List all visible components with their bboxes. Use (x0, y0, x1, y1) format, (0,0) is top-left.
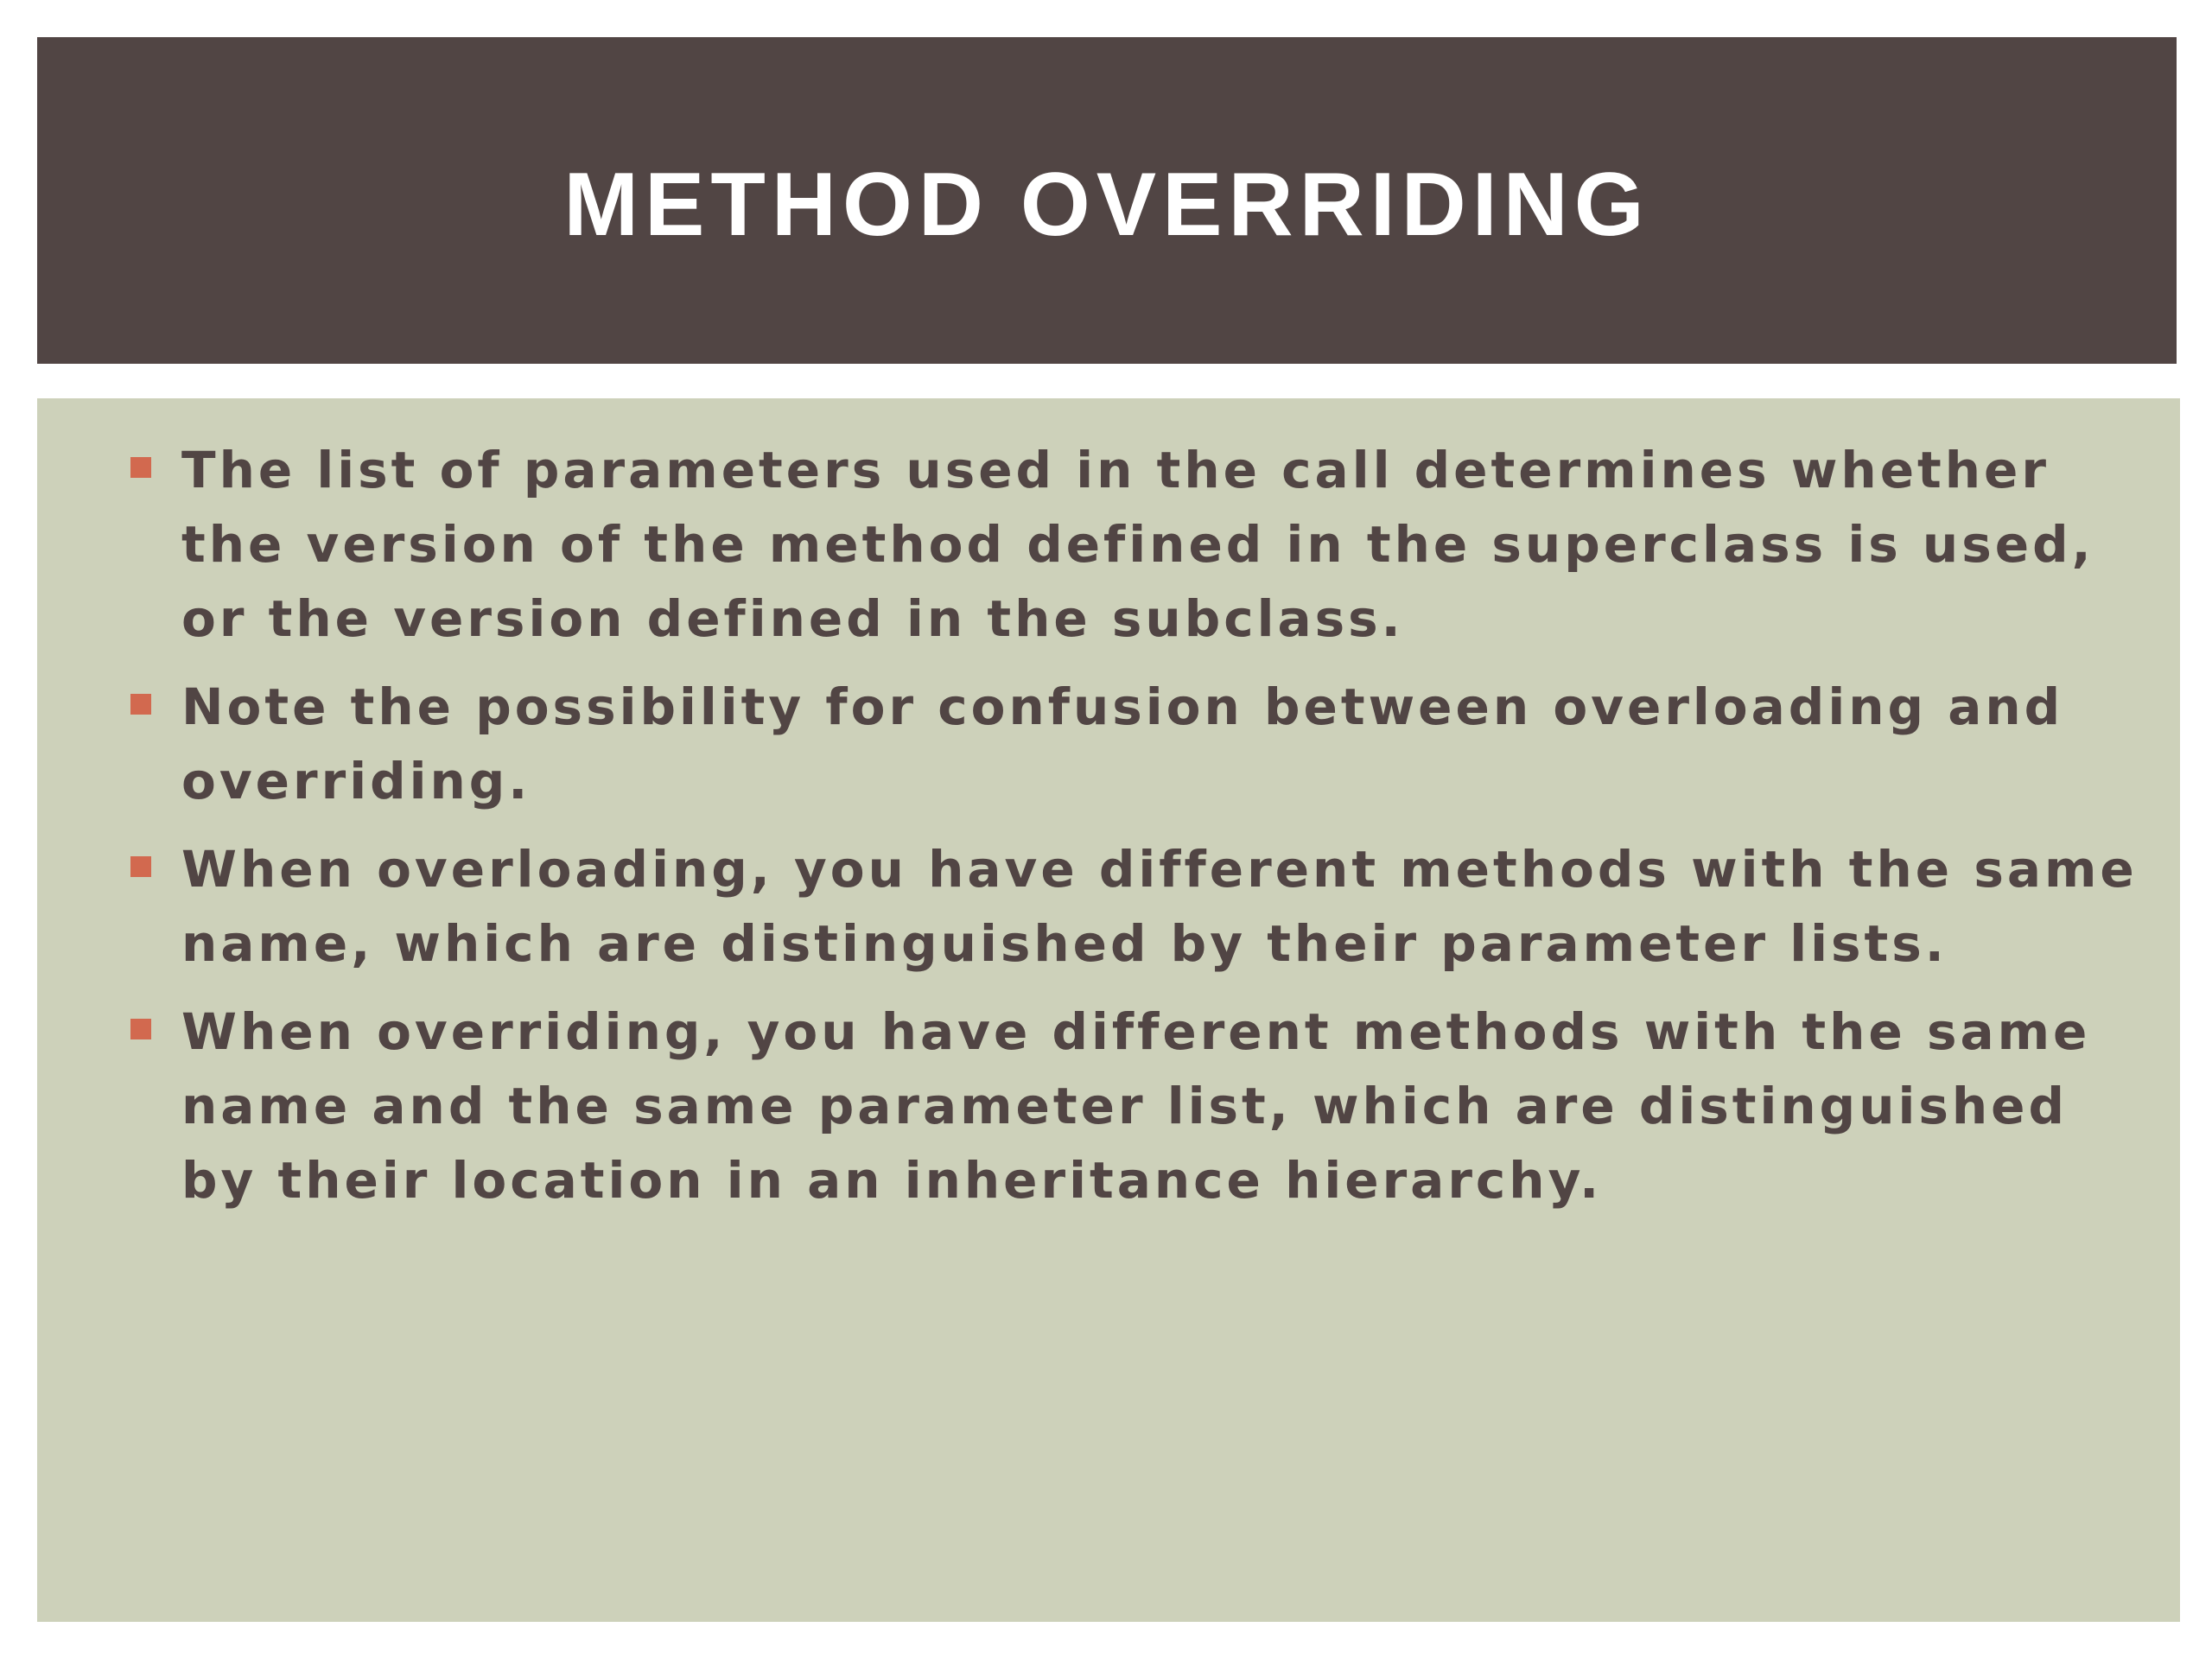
square-bullet-icon (130, 694, 151, 715)
bullet-item (130, 670, 2157, 818)
bullet-text: When overloading, you have different methods with the same name, which are distinguished by their parameter lists. (181, 840, 2138, 973)
bullet-text: When overriding, you have different methods with the same name and the same parameter list, which are distinguished by their location in an inheritance hierarchy. (181, 1002, 2091, 1210)
bullet-item (130, 433, 2157, 656)
slide-content-panel (37, 398, 2180, 1622)
bullet-text: Note the possibility for confusion between overloading and overriding. (181, 677, 2064, 810)
square-bullet-icon (130, 856, 151, 877)
slide-title-bar (37, 37, 2177, 364)
bullet-list (130, 433, 2157, 1231)
square-bullet-icon (130, 457, 151, 478)
bullet-item (130, 995, 2157, 1217)
square-bullet-icon (130, 1019, 151, 1039)
slide-title: METHOD OVERRIDING (563, 154, 1650, 255)
bullet-text: The list of parameters used in the call determines whether the version of the method defined in the superclass is used, or the version defined in the subclass. (181, 441, 2094, 648)
bullet-item (130, 832, 2157, 981)
